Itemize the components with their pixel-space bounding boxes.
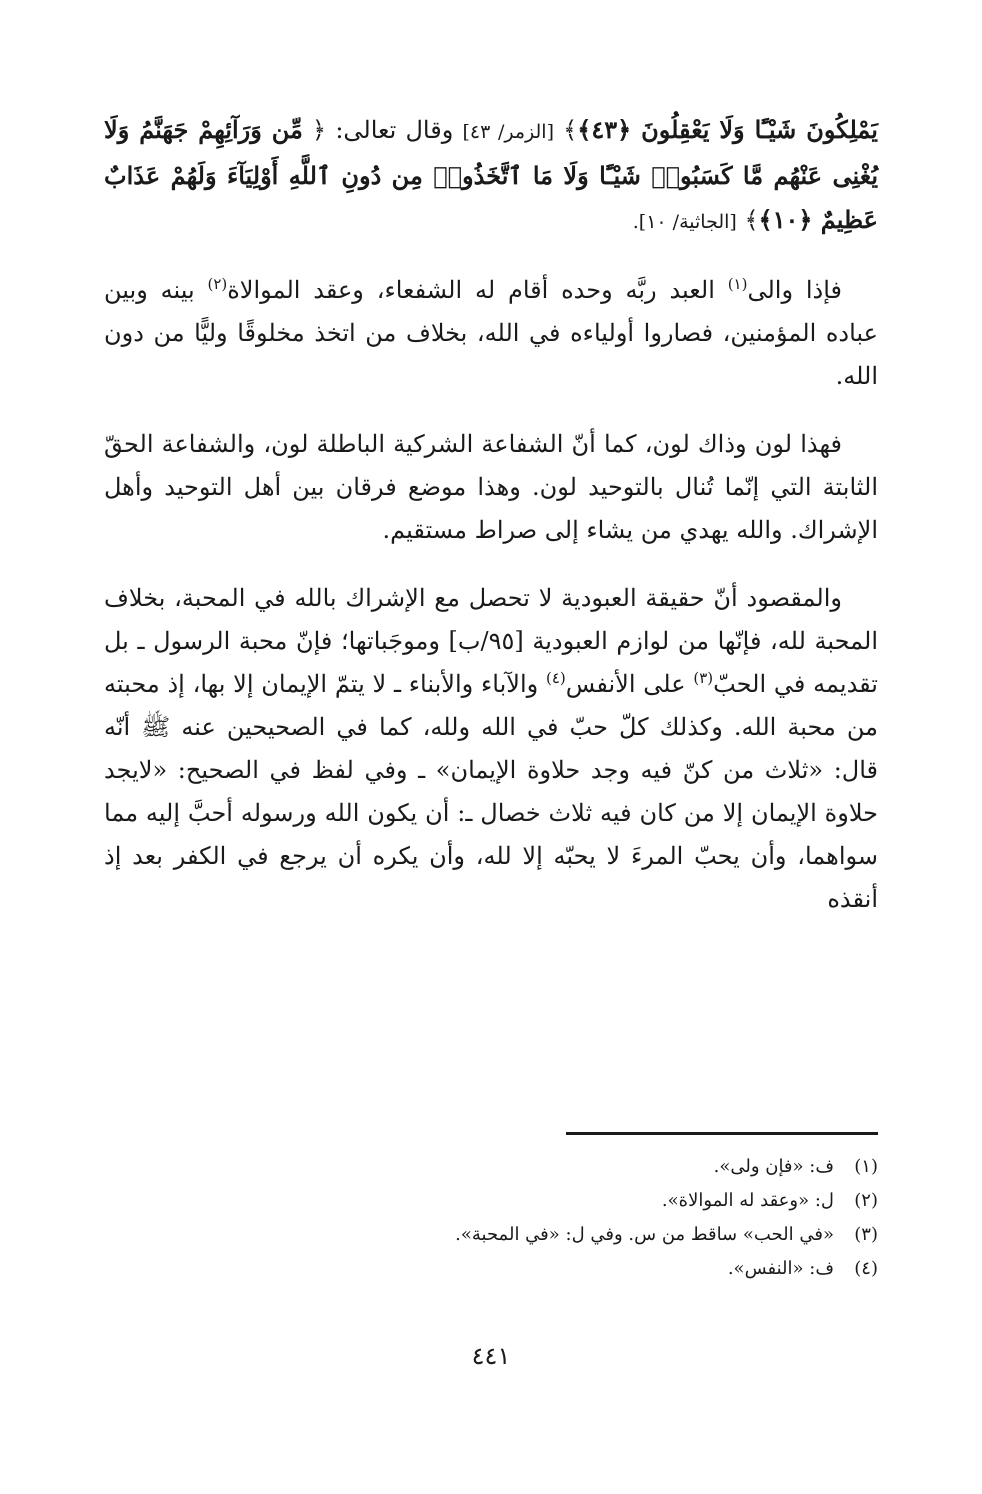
footnote-item	[104, 1150, 878, 1184]
footnote-item	[104, 1184, 878, 1218]
text-segment: والمقصود أنّ حقيقة العبودية لا تحصل مع الإشراك بالله في المحبة، بخلاف المحبة لله، فإنّها من لوازم العبودية [٩٥/ب] وموجَباتها؛ فإنّ محبة الرسول ـ بل تقديمه في الحبّ	[104, 584, 878, 698]
text-segment: بينه وبين عباده المؤمنين، فصاروا أولياءه في الله، بخلاف من اتخذ مخلوقًا وليًّا من دون الله.	[104, 276, 878, 390]
paragraph-4	[104, 577, 878, 921]
page-number: ٤٤١	[471, 1342, 511, 1370]
verse-reference: [الجاثية/ ١٠].	[632, 211, 737, 233]
text-segment: فإذا والى	[747, 276, 842, 304]
paragraph-3	[104, 423, 878, 552]
text-segment: ﴾	[553, 116, 578, 144]
footnote-text: ف: «فإن ولى».	[713, 1156, 834, 1177]
verse-reference: [الزمر/ ٤٣]	[462, 121, 554, 143]
text-segment: فهذا لون وذاك لون، كما أنّ الشفاعة الشركية الباطلة لون، والشفاعة الحقّ الثابتة التي إنّما تُنال بالتوحيد لون. وهذا موضع فرقان بين أهل التوحيد وأهل الإشراك. والله يهدي من يشاء إلى صراط مستقيم.	[104, 430, 878, 544]
footnote-number: (٤)	[854, 1258, 878, 1279]
footnote-number: (١)	[854, 1156, 878, 1177]
paragraph-2	[104, 269, 878, 398]
footnote-marker[interactable]: (١)	[727, 275, 748, 293]
footnote-item	[104, 1252, 878, 1286]
footnote-marker[interactable]: (٣)	[693, 669, 714, 687]
text-segment: والآباء والأبناء ـ لا يتمّ الإيمان إلا بها، إذ محبته من محبة الله. وكذلك كلّ حبّ في الله ولله، كما في الصحيحين عنه ﷺ أنّه قال: «ثلاث من كنّ فيه وجد حلاوة الإيمان» ـ وفي لفظ في الصحيح: «لايجد حلاوة الإيمان إلا من كان فيه ثلاث خصال ـ: أن يكون الله ورسوله أحبَّ إليه مما سواهما، وأن يحبّ المرءَ لا يحبّه إلا لله، وأن يكره أن يرجع في الكفر بعد إذ أنقذه	[104, 670, 879, 913]
footnote-text: ل: «وعقد له الموالاة».	[661, 1190, 834, 1211]
footnote-number: (٢)	[854, 1190, 878, 1211]
footnote-marker[interactable]: (٢)	[207, 275, 228, 293]
text-segment: العبد ربَّه وحده أقام له الشفعاء، وعقد الموالاة	[227, 276, 728, 304]
quran-verse: يَمْلِكُونَ شَيْـًٔا وَلَا يَعْقِلُونَ ﴿٤٣﴾	[577, 115, 878, 144]
footnote-item	[104, 1218, 878, 1252]
footnote-divider	[566, 1132, 878, 1135]
text-segment: ﴾	[736, 206, 759, 234]
main-text	[104, 108, 878, 946]
footnote-text: ف: «النفس».	[727, 1258, 834, 1279]
paragraph-1	[104, 108, 878, 244]
quran-verse: مِّن وَرَآئِهِمْ جَهَنَّمُ وَلَا يُغْنِى عَنْهُم مَّا كَسَبُوا۟ شَيْـًٔا وَلَا مَا ٱتَّخَذُوا۟ مِن دُونِ ٱللَّهِ أَوْلِيَآءَ وَلَهُمْ عَذَابٌ عَظِيمٌ ﴿١٠﴾	[104, 115, 879, 234]
text-segment: وقال تعالى: ﴿	[302, 116, 463, 144]
footnote-marker[interactable]: (٤)	[545, 669, 566, 687]
footnote-text: «في الحب» ساقط من س. وفي ل: «في المحبة».	[455, 1224, 834, 1245]
footnote-number: (٣)	[854, 1224, 878, 1245]
text-segment: على الأنفس	[565, 670, 694, 698]
footnotes	[104, 1150, 878, 1286]
